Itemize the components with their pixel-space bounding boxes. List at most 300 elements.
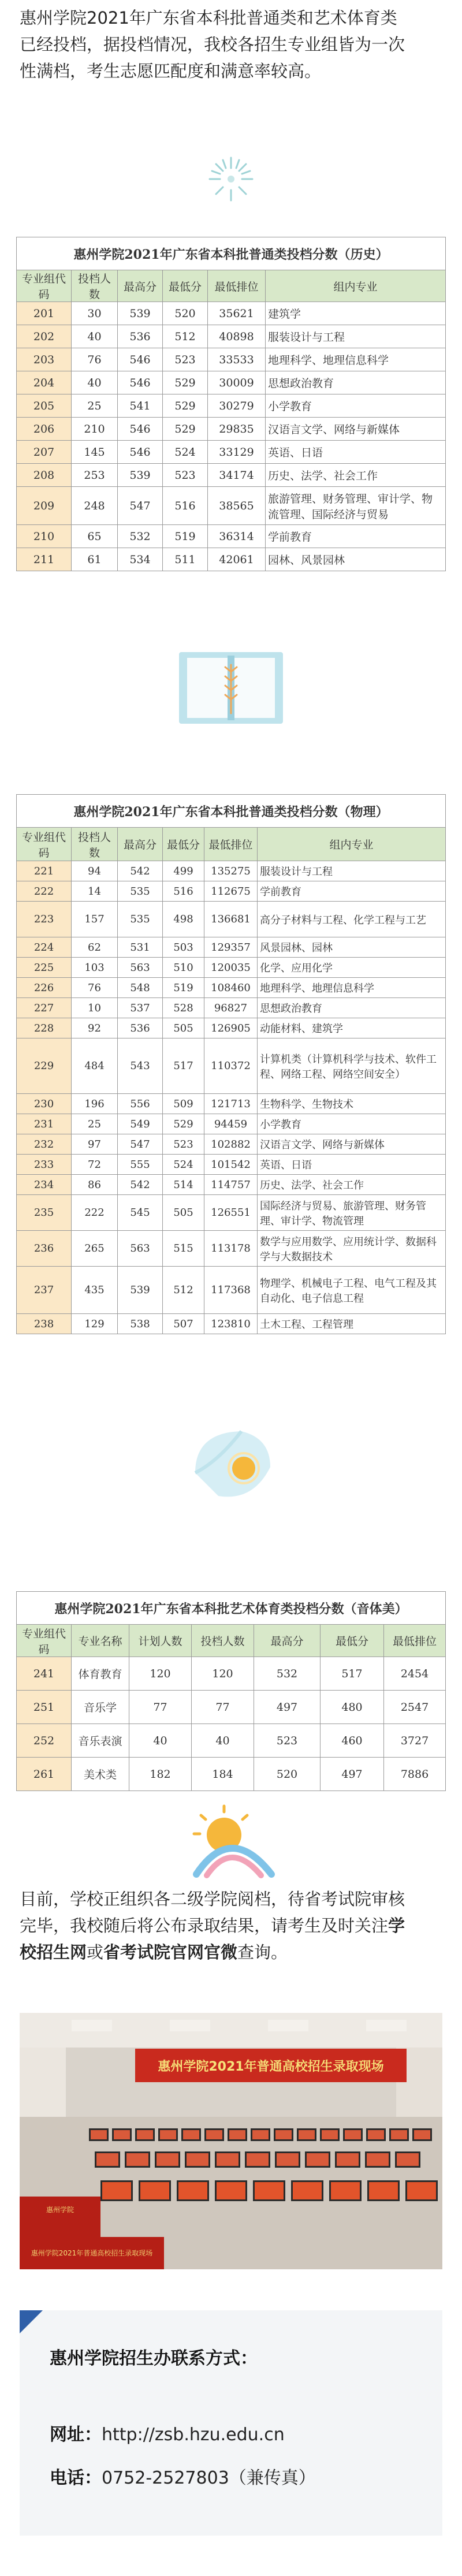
cell-min: 523 [163, 1134, 204, 1155]
cell-max: 535 [118, 881, 163, 902]
cell-count: 184 [192, 1758, 254, 1791]
cell-rank: 94459 [204, 1114, 258, 1134]
header-count: 投档人数 [72, 828, 118, 861]
cell-min: 512 [163, 325, 208, 348]
cell-count: 76 [72, 348, 118, 371]
table-row [17, 902, 446, 937]
table-row [17, 978, 446, 998]
cell-min: 480 [321, 1691, 384, 1724]
cell-min: 505 [163, 1018, 204, 1038]
cell-plan: 40 [129, 1724, 192, 1758]
cell-rank: 114757 [204, 1175, 258, 1195]
cell-rank: 40898 [208, 325, 266, 348]
cell-count: 484 [72, 1038, 118, 1094]
cell-count: 92 [72, 1018, 118, 1038]
phone-number[interactable]: 0752-2527803（兼传真） [102, 2468, 316, 2488]
cell-count: 25 [72, 1114, 118, 1134]
header-max: 最高分 [254, 1625, 321, 1657]
intro-line-2: 已经投档，据投档情况，我校各招生专业组皆为一次 [20, 35, 405, 54]
cell-rank: 96827 [204, 998, 258, 1018]
cell-rank: 102882 [204, 1134, 258, 1155]
cell-min: 507 [163, 1314, 204, 1334]
cell-min: 515 [163, 1231, 204, 1267]
header-name: 专业名称 [72, 1625, 129, 1657]
monitor-screen-shape [126, 2153, 148, 2166]
leaf-sun-decoration-icon [184, 1421, 278, 1507]
cell-count: 30 [72, 302, 118, 325]
header-max: 最高分 [118, 270, 163, 302]
cell-code: 233 [17, 1155, 72, 1175]
cell-rank: 33129 [208, 441, 266, 464]
table-row [17, 1094, 446, 1114]
cell-count: 253 [72, 464, 118, 487]
monitor-screen-shape [91, 2130, 107, 2139]
table-row [17, 1175, 446, 1195]
cell-count: 40 [72, 325, 118, 348]
cell-majors: 学前教育 [258, 881, 446, 902]
cell-count: 103 [72, 958, 118, 978]
cell-code: 201 [17, 302, 72, 325]
cell-code: 234 [17, 1175, 72, 1195]
cell-rank: 36314 [208, 525, 266, 548]
cell-code: 252 [17, 1724, 72, 1758]
notice-line-2: 完毕，我校随后将公布录取结果，请考生及时关注 [20, 1916, 389, 1935]
monitor-screen-shape [247, 2153, 269, 2166]
cell-code: 205 [17, 394, 72, 418]
cell-plan: 77 [129, 1691, 192, 1724]
photo-sign-bottom-text: 惠州学院2021年普通高校招生录取现场 [31, 2249, 153, 2257]
cell-code: 238 [17, 1314, 72, 1334]
cell-min: 517 [321, 1657, 384, 1691]
cell-rank: 121713 [204, 1094, 258, 1114]
header-min: 最低分 [321, 1625, 384, 1657]
art-table-body [17, 1657, 446, 1791]
cell-code: 211 [17, 548, 72, 571]
cell-count: 120 [192, 1657, 254, 1691]
cell-rank: 108460 [204, 978, 258, 998]
table-row [17, 1195, 446, 1231]
cell-rank: 112675 [204, 881, 258, 902]
website-label: 网址： [50, 2425, 102, 2445]
cell-rank: 34174 [208, 464, 266, 487]
cell-majors: 思想政治教育 [266, 371, 446, 394]
cell-min: 499 [163, 861, 204, 881]
cell-plan: 182 [129, 1758, 192, 1791]
monitor-screen-shape [277, 2153, 299, 2166]
cell-max: 523 [254, 1724, 321, 1758]
table-row [17, 348, 446, 371]
table-row [17, 548, 446, 571]
cell-code: 222 [17, 881, 72, 902]
table-row [17, 441, 446, 464]
cell-min: 523 [163, 348, 208, 371]
cell-majors: 风景园林、园林 [258, 937, 446, 958]
cell-majors: 计算机类（计算机科学与技术、软件工程、网络工程、网络空间安全） [258, 1038, 446, 1094]
header-min: 最低分 [163, 270, 208, 302]
cell-max: 531 [118, 937, 163, 958]
cell-majors: 思想政治教育 [258, 998, 446, 1018]
cell-majors: 学前教育 [266, 525, 446, 548]
table-row [17, 1134, 446, 1155]
cell-majors: 小学教育 [258, 1114, 446, 1134]
cell-max: 545 [118, 1195, 163, 1231]
rainbow-sun-decoration-icon [173, 1799, 289, 1886]
cell-max: 532 [254, 1657, 321, 1691]
cell-rank: 42061 [208, 548, 266, 571]
cell-rank: 129357 [204, 937, 258, 958]
cell-code: 228 [17, 1018, 72, 1038]
monitor-screen-shape [307, 2153, 329, 2166]
monitor-screen-shape [157, 2153, 178, 2166]
header-rank: 最低排位 [208, 270, 266, 302]
cell-min: 510 [163, 958, 204, 978]
cell-min: 520 [163, 302, 208, 325]
intro-paragraph [20, 5, 442, 84]
cell-code: 226 [17, 978, 72, 998]
cell-count: 210 [72, 418, 118, 441]
cell-code: 221 [17, 861, 72, 881]
cell-max: 547 [118, 487, 163, 525]
cell-majors: 旅游管理、财务管理、审计学、物流管理、国际经济与贸易 [266, 487, 446, 525]
cell-max: 547 [118, 1134, 163, 1155]
cell-max: 537 [118, 998, 163, 1018]
cell-name: 美术类 [72, 1758, 129, 1791]
cell-rank: 35621 [208, 302, 266, 325]
table-title: 惠州学院2021年广东省本科批艺术体育类投档分数（音体美） [17, 1592, 446, 1625]
monitor-screen-shape [252, 2130, 269, 2139]
history-score-table [16, 237, 446, 571]
cell-rank: 110372 [204, 1038, 258, 1094]
monitor-screen-shape [206, 2130, 222, 2139]
cell-name: 体育教育 [72, 1657, 129, 1691]
cell-code: 237 [17, 1267, 72, 1314]
cell-majors: 服装设计与工程 [258, 861, 446, 881]
contact-title: 惠州学院招生办联系方式： [50, 2348, 258, 2369]
monitor-screen-shape [187, 2153, 208, 2166]
phone-label: 电话： [50, 2468, 102, 2488]
cell-min: 519 [163, 525, 208, 548]
cell-rank: 136681 [204, 902, 258, 937]
cell-count: 435 [72, 1267, 118, 1314]
cell-rank: 30009 [208, 371, 266, 394]
cell-count: 76 [72, 978, 118, 998]
cell-max: 546 [118, 348, 163, 371]
cell-majors: 小学教育 [266, 394, 446, 418]
monitor-screen-shape [217, 2153, 239, 2166]
cell-code: 210 [17, 525, 72, 548]
physics-score-table [16, 794, 446, 1334]
cell-code: 235 [17, 1195, 72, 1231]
cell-majors: 化学、应用化学 [258, 958, 446, 978]
cell-code: 232 [17, 1134, 72, 1155]
cell-rank: 2454 [384, 1657, 446, 1691]
monitor-screen-shape [299, 2130, 315, 2139]
cell-min: 516 [163, 881, 204, 902]
cell-code: 241 [17, 1657, 72, 1691]
notice-bold-exam-authority: 省考试院官网官微 [103, 1942, 238, 1962]
cell-min: 529 [163, 418, 208, 441]
monitor-screen-shape [102, 2182, 131, 2199]
table-row [17, 1691, 446, 1724]
cell-majors: 汉语言文学、网络与新媒体 [258, 1134, 446, 1155]
cell-max: 536 [118, 1018, 163, 1038]
monitor-screen-shape [391, 2130, 407, 2139]
table-row [17, 325, 446, 348]
cell-min: 497 [321, 1758, 384, 1791]
header-code: 专业组代码 [17, 1625, 72, 1657]
table-row [17, 1231, 446, 1267]
monitor-screen-shape [229, 2130, 245, 2139]
table-row [17, 958, 446, 978]
book-decoration-icon [174, 644, 288, 732]
monitor-screen-shape [331, 2182, 360, 2199]
admission-room-illustration [20, 2013, 442, 2269]
table-row [17, 418, 446, 441]
photo-banner-text: 惠州学院2021年普通高校招生录取现场 [158, 2060, 384, 2074]
intro-line-3: 性满档，考生志愿匹配度和满意率较高。 [20, 61, 322, 81]
cell-majors: 园林、风景园林 [266, 548, 446, 571]
table-row [17, 1155, 446, 1175]
cell-name: 音乐表演 [72, 1724, 129, 1758]
monitor-screen-shape [217, 2182, 245, 2199]
cell-count: 265 [72, 1231, 118, 1267]
header-rank: 最低排位 [384, 1625, 446, 1657]
art-sports-score-table [16, 1591, 446, 1791]
cell-code: 236 [17, 1231, 72, 1267]
cell-max: 539 [118, 302, 163, 325]
header-max: 最高分 [118, 828, 163, 861]
cell-count: 86 [72, 1175, 118, 1195]
cell-max: 535 [118, 902, 163, 937]
monitor-screen-shape [322, 2130, 338, 2139]
cell-min: 517 [163, 1038, 204, 1094]
notice-bold-school: 学 [388, 1916, 405, 1935]
cell-min: 503 [163, 937, 204, 958]
cell-min: 514 [163, 1175, 204, 1195]
cell-min: 498 [163, 902, 204, 937]
cell-code: 251 [17, 1691, 72, 1724]
monitor-screen-shape [293, 2182, 322, 2199]
monitor-screen-shape [183, 2130, 199, 2139]
cell-code: 225 [17, 958, 72, 978]
cell-rank: 30279 [208, 394, 266, 418]
monitor-screen-shape [414, 2130, 430, 2139]
cell-max: 539 [118, 464, 163, 487]
contact-box [20, 2310, 442, 2536]
cell-count: 97 [72, 1134, 118, 1155]
table-row [17, 464, 446, 487]
contact-corner-accent [20, 2310, 43, 2333]
header-code: 专业组代码 [17, 270, 72, 302]
cell-majors: 土木工程、工程管理 [258, 1314, 446, 1334]
cell-code: 229 [17, 1038, 72, 1094]
cell-min: 529 [163, 394, 208, 418]
table-row [17, 1018, 446, 1038]
monitor-screen-shape [369, 2182, 398, 2199]
cell-code: 208 [17, 464, 72, 487]
table-row [17, 1314, 446, 1334]
cell-majors: 数学与应用数学、应用统计学、数据科学与大数据技术 [258, 1231, 446, 1267]
cell-count: 61 [72, 548, 118, 571]
cell-count: 157 [72, 902, 118, 937]
cell-min: 460 [321, 1724, 384, 1758]
cell-code: 227 [17, 998, 72, 1018]
monitor-screen-shape [407, 2182, 436, 2199]
monitor-rows [89, 2128, 438, 2201]
cell-rank: 33533 [208, 348, 266, 371]
cell-rank: 2547 [384, 1691, 446, 1724]
cell-code: 209 [17, 487, 72, 525]
notice-bold-admission-site: 校招生网 [20, 1942, 87, 1962]
table-row [17, 1038, 446, 1094]
cell-max: 542 [118, 1175, 163, 1195]
cell-count: 40 [72, 371, 118, 394]
header-majors: 组内专业 [266, 270, 446, 302]
header-code: 专业组代码 [17, 828, 72, 861]
cell-max: 549 [118, 1114, 163, 1134]
admission-site-photo [20, 2013, 442, 2269]
cell-rank: 3727 [384, 1724, 446, 1758]
monitor-screen-shape [275, 2130, 292, 2139]
cell-min: 505 [163, 1195, 204, 1231]
header-min: 最低分 [163, 828, 204, 861]
cell-rank: 135275 [204, 861, 258, 881]
cell-rank: 29835 [208, 418, 266, 441]
table-title: 惠州学院2021年广东省本科批普通类投档分数（物理） [17, 795, 446, 828]
cell-max: 542 [118, 861, 163, 881]
monitor-screen-shape [345, 2130, 361, 2139]
cell-max: 536 [118, 325, 163, 348]
table-row [17, 1267, 446, 1314]
cell-count: 14 [72, 881, 118, 902]
table-row [17, 1657, 446, 1691]
cell-rank: 126551 [204, 1195, 258, 1231]
table-row [17, 487, 446, 525]
monitor-screen-shape [367, 2153, 389, 2166]
cell-count: 248 [72, 487, 118, 525]
notice-paragraph [20, 1886, 442, 1965]
cell-majors: 汉语言文学、网络与新媒体 [266, 418, 446, 441]
monitor-screen-shape [337, 2153, 359, 2166]
cell-min: 524 [163, 1155, 204, 1175]
cell-count: 10 [72, 998, 118, 1018]
cell-max: 563 [118, 1231, 163, 1267]
cell-min: 509 [163, 1094, 204, 1114]
cell-majors: 英语、日语 [258, 1155, 446, 1175]
cell-majors: 服装设计与工程 [266, 325, 446, 348]
cell-count: 25 [72, 394, 118, 418]
header-rank: 最低排位 [204, 828, 258, 861]
cell-min: 519 [163, 978, 204, 998]
cell-max: 497 [254, 1691, 321, 1724]
cell-count: 94 [72, 861, 118, 881]
cell-name: 音乐学 [72, 1691, 129, 1724]
cell-majors: 英语、日语 [266, 441, 446, 464]
table-row [17, 1114, 446, 1134]
cell-count: 65 [72, 525, 118, 548]
cell-count: 62 [72, 937, 118, 958]
cell-code: 203 [17, 348, 72, 371]
table-row [17, 998, 446, 1018]
monitor-screen-shape [114, 2130, 130, 2139]
cell-rank: 117368 [204, 1267, 258, 1314]
cell-code: 207 [17, 441, 72, 464]
cell-min: 512 [163, 1267, 204, 1314]
table-row [17, 861, 446, 881]
cell-max: 543 [118, 1038, 163, 1094]
header-count: 投档人数 [192, 1625, 254, 1657]
cell-count: 222 [72, 1195, 118, 1231]
cell-majors: 地理科学、地理信息科学 [266, 348, 446, 371]
monitor-screen-shape [137, 2130, 153, 2139]
cell-rank: 123810 [204, 1314, 258, 1334]
monitor-screen-shape [178, 2182, 207, 2199]
table-row [17, 937, 446, 958]
cell-majors: 国际经济与贸易、旅游管理、财务管理、审计学、物流管理 [258, 1195, 446, 1231]
cell-plan: 120 [129, 1657, 192, 1691]
cell-code: 231 [17, 1114, 72, 1134]
monitor-screen-shape [397, 2153, 419, 2166]
cell-majors: 地理科学、地理信息科学 [258, 978, 446, 998]
monitor-screen-shape [96, 2153, 118, 2166]
cell-rank: 126905 [204, 1018, 258, 1038]
website-link[interactable]: http://zsb.hzu.edu.cn [102, 2425, 285, 2445]
cell-min: 529 [163, 1114, 204, 1134]
cell-min: 529 [163, 371, 208, 394]
cell-code: 261 [17, 1758, 72, 1791]
physics-table-body [17, 861, 446, 1334]
table-row [17, 1758, 446, 1791]
cell-majors: 生物科学、生物技术 [258, 1094, 446, 1114]
history-table-body [17, 302, 446, 571]
header-plan: 计划人数 [129, 1625, 192, 1657]
cell-max: 534 [118, 548, 163, 571]
cell-max: 563 [118, 958, 163, 978]
notice-or: 或 [87, 1942, 104, 1962]
cell-max: 541 [118, 394, 163, 418]
cell-max: 532 [118, 525, 163, 548]
cell-count: 77 [192, 1691, 254, 1724]
notice-line-1: 目前，学校正组织各二级学院阅档，待省考试院审核 [20, 1889, 405, 1909]
cell-max: 520 [254, 1758, 321, 1791]
monitor-screen-shape [140, 2182, 169, 2199]
cell-min: 524 [163, 441, 208, 464]
sparkle-decoration-icon [205, 153, 257, 205]
cell-max: 539 [118, 1267, 163, 1314]
cell-max: 556 [118, 1094, 163, 1114]
cell-count: 40 [192, 1724, 254, 1758]
cell-max: 555 [118, 1155, 163, 1175]
cell-count: 72 [72, 1155, 118, 1175]
cell-max: 546 [118, 371, 163, 394]
cell-majors: 物理学、机械电子工程、电气工程及其自动化、电子信息工程 [258, 1267, 446, 1314]
cell-count: 129 [72, 1314, 118, 1334]
monitor-screen-shape [255, 2182, 284, 2199]
cell-max: 546 [118, 418, 163, 441]
cell-rank: 38565 [208, 487, 266, 525]
header-count: 投档人数 [72, 270, 118, 302]
cell-rank: 113178 [204, 1231, 258, 1267]
cell-max: 546 [118, 441, 163, 464]
cell-code: 202 [17, 325, 72, 348]
cell-code: 224 [17, 937, 72, 958]
table-row [17, 371, 446, 394]
table-title: 惠州学院2021年广东省本科批普通类投档分数（历史） [17, 237, 446, 270]
cell-code: 223 [17, 902, 72, 937]
cell-min: 511 [163, 548, 208, 571]
cell-majors: 历史、法学、社会工作 [266, 464, 446, 487]
cell-majors: 历史、法学、社会工作 [258, 1175, 446, 1195]
